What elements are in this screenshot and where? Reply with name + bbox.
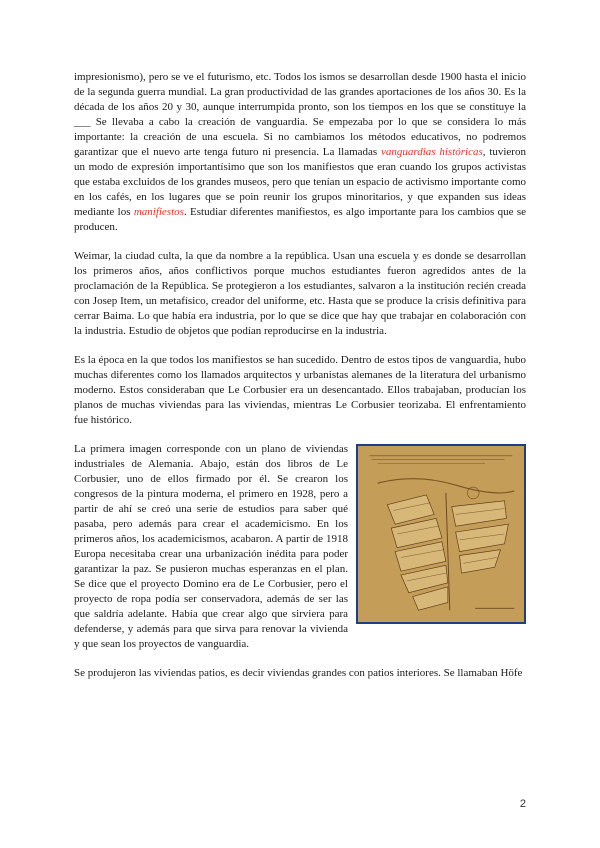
paragraph-1 [74, 70, 526, 235]
paragraph-2: Weimar, la ciudad culta, la que da nombre a la república. Usan una escuela y es donde se desarrollan los primeros años, años conflictivos porque muchos estudiantes fueron agredidos antes de la proclamación de la República. Se protegieron a los estudiantes, salvaron a la institución recién creada con Josep Item, un metafísico, creador del uniforme, etc. Hasta que se produce la crisis definitiva para cerrar Baima. Lo que había era industria, por lo que se dice que hay que trabajar en colaboración con la industria. Estudio de objetos que podían reproducirse en la industria. [74, 250, 526, 337]
paragraph-3: Es la época en la que todos los manifiestos se han sucedido. Dentro de estos tipos de vanguardia, hubo muchas diferentes como los llamados arquitectos y urbanistas alemanes de la literatura del urbanismo moderno. Estos consideraban que Le Corbusier era un desencantado. Ellos trabajaban, producían los planos de muchas viviendas para las viviendas, mientras Le Corbusier teorizaba. El enfrentamiento fue histórico. [74, 354, 526, 426]
figure-section [74, 442, 526, 652]
paragraph-4: La primera imagen corresponde con un plano de viviendas industriales de Alemania. Abajo, están dos libros de Le Corbusier, uno de ellos firmado por él. Se crearon los congresos de la pintura moderna, el primero en 1928, pero a partir de ahí se creó una serie de estudios para saber qué pasaba, pero además para crear el academicismo. En los primeros años, los academicismos, acabaron. A partir de 1918 Europa necesitaba crear una urbanización inédita para poder garantizar la paz. Se pusieron muchas esperanzas en el plan. Se dice que el proyecto Domino era de Le Corbusier, pero el proyecto de ropa podía ser conservadora, además de ser las que saldría adelante. Había que crear algo que sirviera para defenderse, y además para que sirva para renovar la vivienda y que sean los proyectos de vanguardia. [74, 443, 348, 650]
paragraph-5: Se produjeron las viviendas patios, es decir viviendas grandes con patios interiores. Se llamaban Höfe [74, 667, 523, 679]
paragraph-1-text-b: , tuvieron un modo de expresión importantísimo que son los manifiestos que eran cuando los grupos activistas que estaba excluidos de los grandes museos, pero que tenían un espacio de activismo importante como en los cafés, en los lugares que se poin reunir los grupos minoritarios, y que expanden sus ideas mediante los [74, 146, 526, 218]
document-body [74, 70, 526, 695]
paragraph-1-text-a: impresionismo), pero se ve el futurismo, etc. Todos los ismos se desarrollan desde 1900 hasta el inicio de la segunda guerra mundial. La gran productividad de las grandes aportaciones de los años 30. Es la década de los años 20 y 30, aunque interrumpida pronto, son los tiempos en los que se constituye la ___ Se llevaba a cabo la creación de vanguardia. Se empezaba por lo que se considera lo más importante: la creación de una escuela. Si no cambiamos los métodos educativos, no podremos garantizar que el nuevo arte tenga futuro ni presencia. La llamadas [74, 71, 526, 158]
paragraph-1-text-c: . Estudiar diferentes manifiestos, es algo importante para los cambios que se producen. [74, 206, 526, 233]
emphasis-manifiestos: manifiestos [133, 206, 184, 218]
page-number: 2 [519, 798, 526, 810]
urban-plan-drawing [358, 446, 524, 622]
emphasis-vanguardias: vanguardias históricas [381, 146, 483, 158]
urban-plan-image [356, 444, 526, 624]
